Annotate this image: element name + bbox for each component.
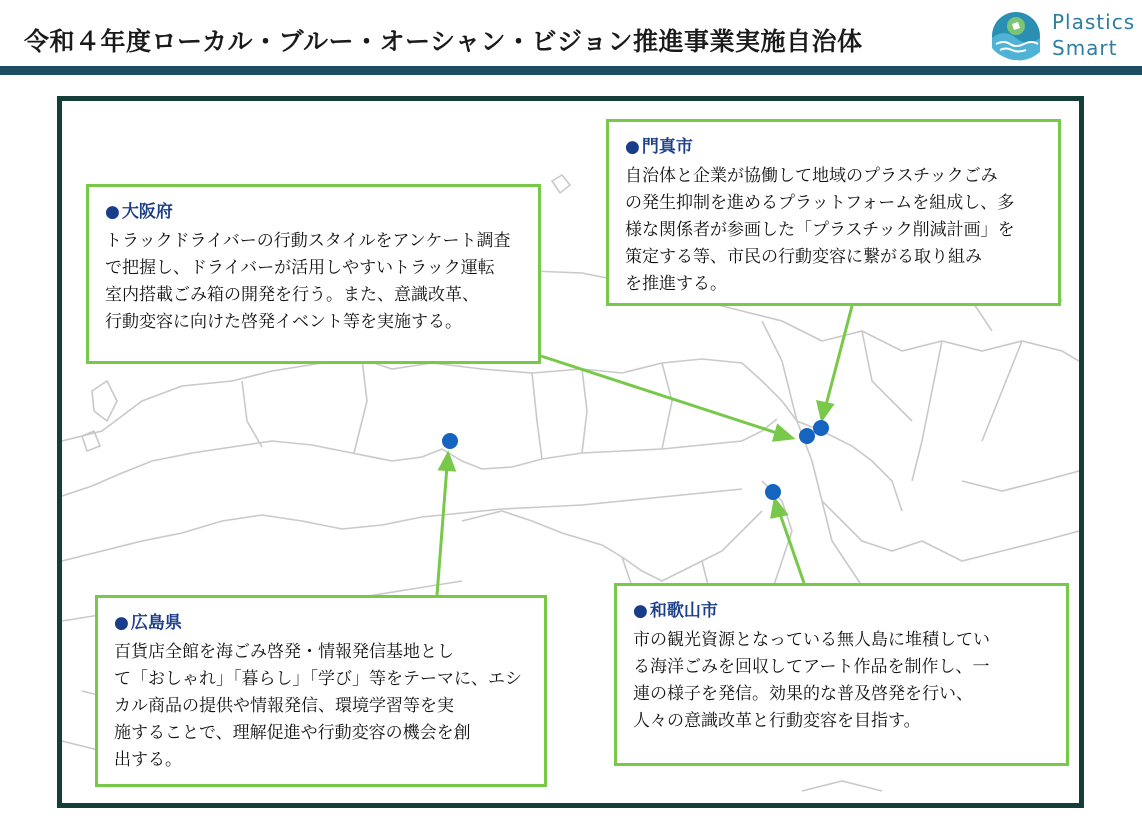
bullet-icon: ● [625, 137, 640, 157]
callout-kadoma [606, 119, 1061, 306]
callout-body: 自治体と企業が協働して地域のプラスチックごみ の発生抑制を進めるプラットフォームを組成し、多 様な関係者が参画した「プラスチック削減計画」を 策定する等、市民の行動変容に繋がる取り組み を推進する。 [625, 166, 1015, 294]
callout-osaka [86, 184, 541, 364]
header-bar [0, 66, 1142, 75]
logo-text-smart: Smart [1052, 36, 1118, 60]
bullet-icon: ● [633, 601, 648, 621]
page-title: 令和４年度ローカル・ブルー・オーシャン・ビジョン推進事業実施自治体 [24, 27, 863, 56]
callout-hiroshima [95, 595, 547, 787]
marker-hiroshima[interactable] [442, 433, 458, 449]
callout-body: 市の観光資源となっている無人島に堆積してい る海洋ごみを回収してアート作品を制作し、一 連の様子を発信。効果的な普及啓発を行い、 人々の意識改革と行動変容を目指す。 [633, 630, 990, 731]
callout-body: トラックドライバーの行動スタイルをアンケート調査 で把握し、ドライバーが活用しやすいトラック運転 室内搭載ごみ箱の開発を行う。また、意識改革、 行動変容に向けた啓発イベント等を実施する。 [105, 231, 511, 332]
bullet-icon: ● [114, 613, 129, 633]
marker-wakayama[interactable] [765, 484, 781, 500]
logo-text-plastics: Plastics [1052, 10, 1136, 34]
callout-title: ● 広島県 [114, 613, 182, 633]
callout-title: ● 門真市 [625, 137, 693, 157]
callout-title: ● 和歌山市 [633, 601, 718, 621]
callout-title: ● 大阪府 [105, 202, 173, 222]
marker-osaka[interactable] [799, 428, 815, 444]
marker-kadoma[interactable] [813, 420, 829, 436]
callout-wakayama [614, 583, 1069, 766]
callout-body: 百貨店全館を海ごみ啓発・情報発信基地とし て「おしゃれ」「暮らし」「学び」等をテーマに、エシ カル商品の提供や情報発信、環境学習等を実 施することで、理解促進や行動変容の機会を創 出する。 [114, 642, 522, 770]
bullet-icon: ● [105, 202, 120, 222]
map-frame [57, 96, 1084, 808]
wave-logo-icon [986, 8, 1050, 64]
